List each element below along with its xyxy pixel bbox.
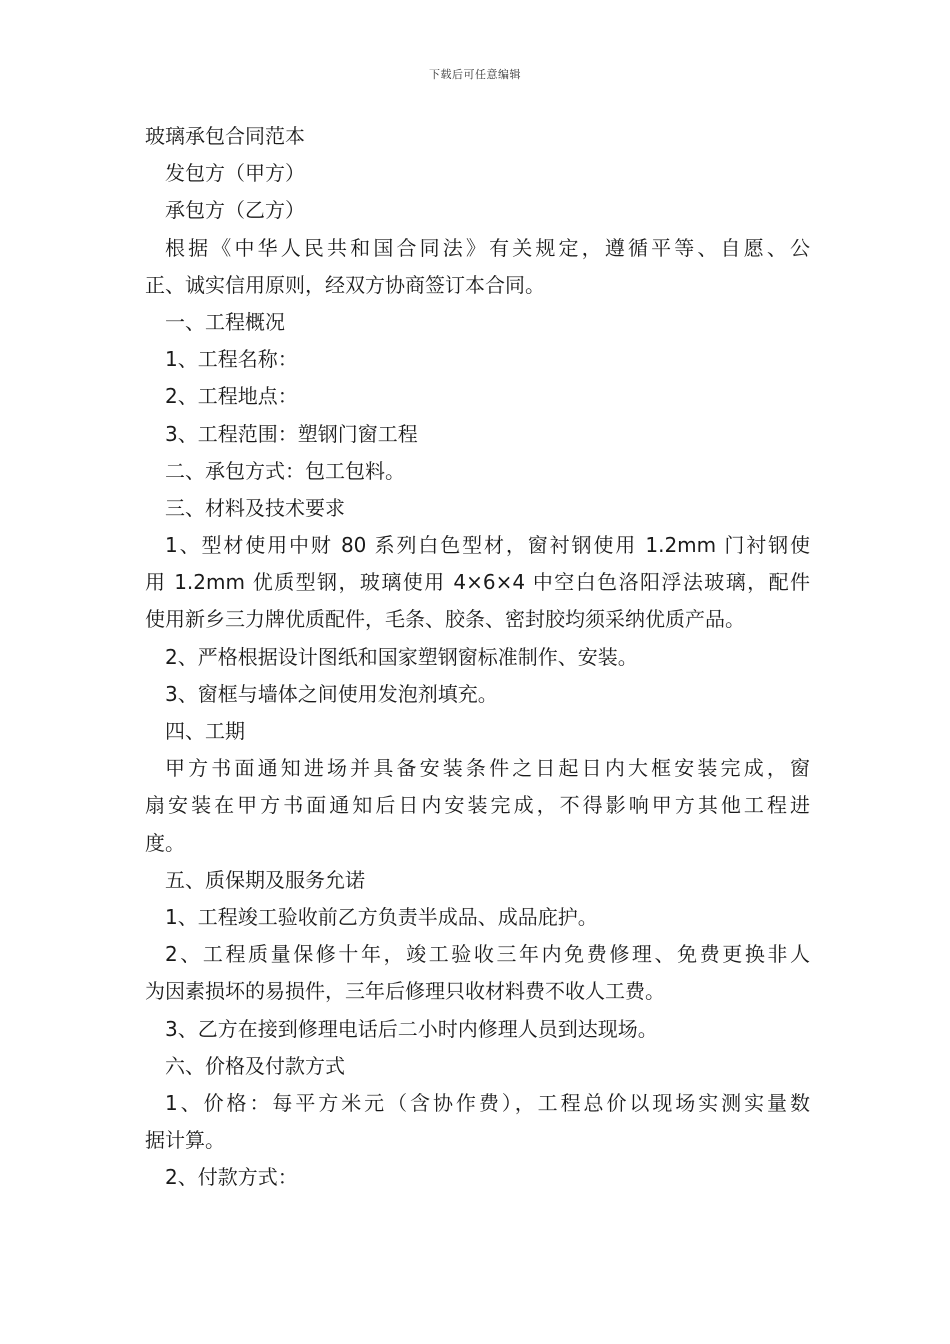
paragraph-line: 六、价格及付款方式: [165, 1053, 345, 1078]
paragraph: [145, 1048, 810, 1085]
paragraph-line: 2、工程地点：: [165, 384, 298, 409]
paragraph: [145, 341, 810, 378]
paragraph-line: 据计算。: [145, 1128, 225, 1153]
paragraph-list: [145, 155, 810, 1196]
paragraph: [145, 639, 810, 676]
paragraph-line: 2、付款方式：: [165, 1165, 298, 1190]
paragraph-line: 用 1.2mm 优质型钢，玻璃使用 4×6×4 中空白色洛阳浮法玻璃，配件: [145, 570, 810, 595]
paragraph: [145, 304, 810, 341]
paragraph-line: 使用新乡三力牌优质配件，毛条、胶条、密封胶均须采纳优质产品。: [145, 607, 745, 632]
paragraph: [145, 192, 810, 229]
paragraph: [145, 713, 810, 750]
paragraph: [145, 527, 810, 639]
paragraph-line: 1、工程竣工验收前乙方负责半成品、成品庇护。: [165, 904, 598, 929]
paragraph: [145, 1011, 810, 1048]
paragraph-line: 二、承包方式：包工包料。: [165, 458, 405, 483]
paragraph: [145, 378, 810, 415]
document-body: [145, 118, 810, 1196]
document-title: 玻璃承包合同范本: [145, 124, 305, 148]
paragraph-line: 正、诚实信用原则，经双方协商签订本合同。: [145, 272, 545, 297]
paragraph-line: 四、工期: [165, 719, 245, 743]
paragraph-line: 五、质保期及服务允诺: [165, 867, 365, 892]
paragraph-line: 3、工程范围：塑钢门窗工程: [165, 421, 418, 446]
paragraph-line: 3、窗框与墙体之间使用发泡剂填充。: [165, 681, 498, 706]
paragraph: [145, 676, 810, 713]
paragraph-line: 为因素损坏的易损件，三年后修理只收材料费不收人工费。: [145, 979, 665, 1004]
paragraph: [145, 862, 810, 899]
paragraph-line: 2、工程质量保修十年，竣工验收三年内免费修理、免费更换非人: [165, 942, 810, 967]
paragraph-line: 2、严格根据设计图纸和国家塑钢窗标准制作、安装。: [165, 644, 638, 669]
paragraph-line: 发包方（甲方）: [165, 161, 305, 186]
paragraph-line: 根据《中华人民共和国合同法》有关规定，遵循平等、自愿、公: [165, 235, 810, 260]
paragraph: [145, 1085, 810, 1159]
paragraph-line: 度。: [145, 830, 185, 855]
paragraph-line: 承包方（乙方）: [165, 198, 305, 223]
paragraph-line: 3、乙方在接到修理电话后二小时内修理人员到达现场。: [165, 1016, 658, 1041]
paragraph-line: 1、型材使用中财 80 系列白色型材，窗衬钢使用 1.2mm 门衬钢使: [165, 533, 810, 558]
paragraph-line: 甲方书面通知进场并具备安装条件之日起日内大框安装完成，窗: [165, 756, 810, 781]
paragraph: [145, 936, 810, 1010]
paragraph-line: 1、工程名称：: [165, 347, 298, 372]
paragraph: [145, 899, 810, 936]
page-header: 下载后可任意编辑: [429, 68, 521, 81]
paragraph: [145, 155, 810, 192]
paragraph: [145, 1159, 810, 1196]
paragraph-line: 1、价格：每平方米元（含协作费），工程总价以现场实测实量数: [165, 1090, 810, 1115]
paragraph-line: 三、材料及技术要求: [165, 495, 345, 520]
paragraph: [145, 750, 810, 862]
paragraph: [145, 230, 810, 304]
paragraph-line: 一、工程概况: [165, 309, 285, 334]
paragraph: [145, 453, 810, 490]
paragraph-line: 扇安装在甲方书面通知后日内安装完成，不得影响甲方其他工程进: [145, 793, 810, 818]
paragraph: [145, 490, 810, 527]
paragraph: [145, 416, 810, 453]
